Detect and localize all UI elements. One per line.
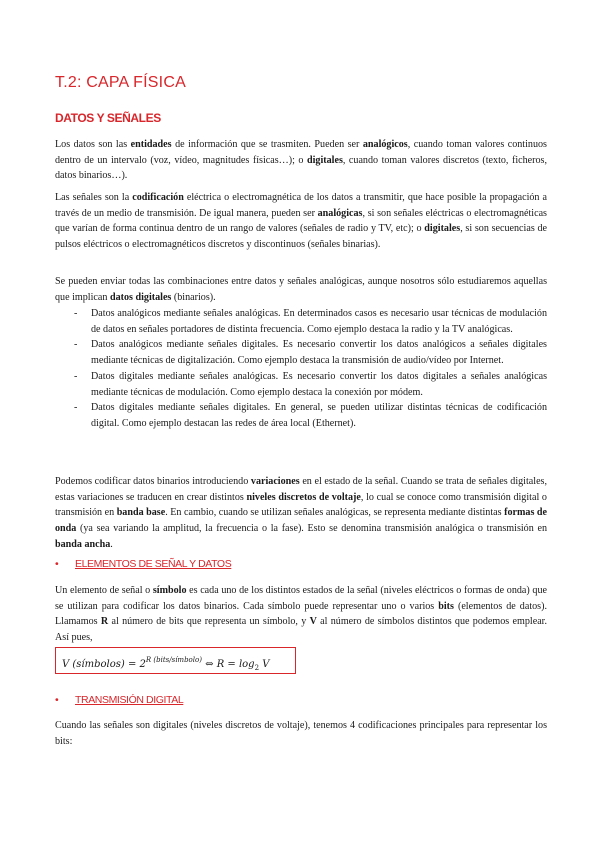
section-heading-datos-senales: DATOS Y SEÑALES	[55, 111, 161, 125]
combinations-list	[55, 306, 547, 432]
list-item: - Datos analógicos mediante señales digitales. Es necesario convertir los datos analógicos a señales digitales mediante técnicas de digitalización. Como ejemplo destaca la transmisión de audio/vídeo por Internet.	[74, 339, 547, 367]
list-item: - Datos analógicos mediante señales analógicas. En determinados casos es necesario usar técnicas de modulación de datos en señales portadores de distinta frecuencia. Como ejemplo destaca la radio y la TV analógicas.	[74, 308, 547, 335]
page-title: T.2: CAPA FÍSICA	[55, 74, 186, 91]
formula-box: V (símbolos) = $2^{R (bits/símbolo)}$ ⇔ $R = \log_2 V$	[55, 647, 296, 674]
paragraph-datos: Los datos son las entidades de información que se trasmiten. Pueden ser analógicos, cuando toman valores continuos dentro de un intervalo (voz, vídeo, magnitudes físicas…); o digitales, cuando toman valores discretos (texto, ficheros, datos binarios…).	[55, 139, 548, 182]
paragraph-combinaciones: Se pueden enviar todas las combinaciones entre datos y señales analógicas, aunque nosotros sólo estudiaremos aquellas que implican datos digitales (binarios).	[55, 276, 547, 303]
paragraph-codificacion: Podemos codificar datos binarios introduciendo variaciones en el estado de la señal. Cuando se trata de señales digitales, estas variaciones se traducen en crear distintos niveles discretos de voltaje, lo cual se conoce como transmisión digital o transmisión en banda base. En cambio, cuando se utilizan señales analógicas, se representa mediante distintas formas de onda (ya sea variando la amplitud, la frecuencia o la fase). Esto se denomina transmisión analógica o transmisión en banda ancha.	[55, 476, 548, 550]
bullet-icon: •	[55, 694, 59, 706]
section-heading-transmision-digital: • TRANSMISIÓN DIGITAL	[55, 694, 184, 706]
paragraph-senales: Las señales son la codificación eléctrica o electromagnética de los datos a transmitir, que hace posible la propagación a través de un medio de transmisión. De igual manera, pueden ser analógicas, si son señales eléctricas o electromagnéticas que varían de forma continua dentro de un rango de valores (señales de radio y TV, etc); o digitales, si son secuencias de pulsos eléctricos o electromagnéticos discretos y discontinuos (señales binarias).	[55, 192, 548, 251]
list-item: - Datos digitales mediante señales analógicas. Es necesario convertir los datos digitales a señales analógicas mediante técnicas de modulación. Como ejemplo destaca la conexión por módem.	[74, 370, 547, 398]
section-heading-elementos: • ELEMENTOS DE SEÑAL Y DATOS	[55, 558, 232, 570]
paragraph-transmision: Cuando las señales son digitales (niveles discretos de voltaje), tenemos 4 codificaciones principales para representar los bits:	[55, 720, 547, 747]
bullet-icon: •	[55, 558, 59, 570]
list-item: - Datos digitales mediante señales digitales. En general, se pueden utilizar distintas técnicas de codificación digital. Como ejemplo destacan las redes de área local (Ethernet).	[74, 402, 547, 429]
paragraph-simbolo: Un elemento de señal o símbolo es cada uno de los distintos estados de la señal (niveles eléctricos o formas de onda) que se utilizan para codificar los datos binarios. Cada símbolo puede representar uno o varios bits (elementos de datos). Llamamos R al número de bits que representa un símbolo, y V al número de símbolos distintos que podemos emplear. Así pues,	[55, 585, 548, 644]
